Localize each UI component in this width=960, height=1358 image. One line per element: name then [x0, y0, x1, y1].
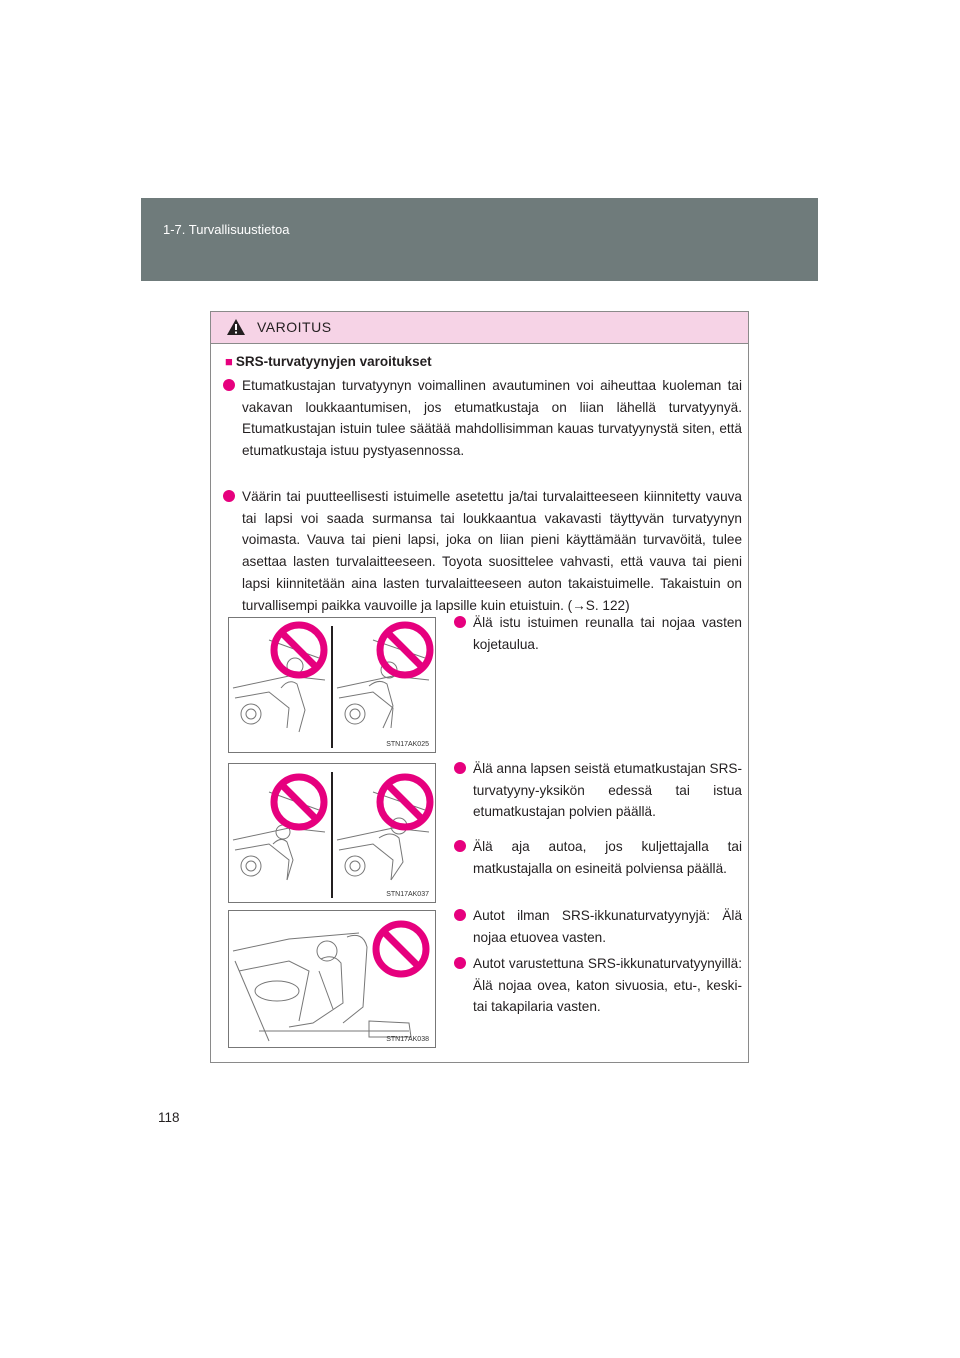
bullet-dot-icon [223, 379, 235, 391]
section-header [141, 198, 818, 281]
warning-box [210, 311, 749, 1063]
bullet-item: Väärin tai puutteellisesti istuimelle asetettu ja/tai turvalaitteeseen kiinnitetty vauva tai lapsi voi saada surmansa tai loukkaantua vakavasti täyttyvän turvatyynyn voimasta. Vauva tai pieni lapsi, joka on liian pieni käyttämään turvavöitä, tulee asettaa lasten turvalaitteeseen. Toyota suosittelee vahvasti, että vauva tai pieni lapsi kiinnitetään aina lasten turvalaitteeseen auton takaistuimelle. Takaistuin on turvallisempi paikka vauvoille ja lapsille kuin etuistuin. (→S. 122) [242, 486, 742, 616]
square-bullet-icon: ■ [225, 354, 233, 369]
bullet-dot-icon [454, 616, 466, 628]
bullet-dot-icon [223, 490, 235, 502]
bullet-item: Autot ilman SRS-ikkunaturvatyynyjä: Älä nojaa etuovea vasten. [473, 905, 742, 948]
bullet-item: Älä aja autoa, jos kuljettajalla tai matkustajalla on esineitä polviensa päällä. [473, 836, 742, 879]
bullet-dot-icon [454, 762, 466, 774]
bullet-item: Älä istu istuimen reunalla tai nojaa vasten kojetaulua. [473, 612, 742, 655]
warning-triangle-icon [226, 318, 246, 336]
bullet-dot-icon [454, 840, 466, 852]
page-number: 118 [158, 1110, 180, 1125]
figure-code: STN17AK038 [386, 1036, 429, 1043]
warning-section-title: ■ SRS-turvatyynyjen varoitukset [225, 354, 432, 369]
bullet-dot-icon [454, 957, 466, 969]
illustration-child-near-airbag [228, 763, 436, 903]
figure-code: STN17AK025 [386, 741, 429, 748]
warning-header [211, 312, 748, 344]
bullet-dot-icon [454, 909, 466, 921]
bullet-item: Älä anna lapsen seistä etumatkustajan SRS-turvatyyny-yksikön edessä tai istua etumatkustajan polvien päällä. [473, 758, 742, 823]
illustration-leaning-on-door [228, 910, 436, 1048]
section-title: 1-7. Turvallisuustietoa [163, 222, 290, 237]
bullet-item: Autot varustettuna SRS-ikkunaturvatyynyillä: Älä nojaa ovea, katon sivuosia, etu-, keski- tai takapilaria vasten. [473, 953, 742, 1018]
bullet-item: Etumatkustajan turvatyynyn voimallinen avautuminen voi aiheuttaa kuoleman tai vakavan loukkaantumisen, jos etumatkustaja on liian lähellä turvatyynyä. Etumatkustajan istuin tulee säätää mahdollisimman kauas turvatyynystä siten, että etumatkustaja istuu pystyasennossa. [242, 375, 742, 462]
warning-label: VAROITUS [257, 319, 332, 335]
figure-code: STN17AK037 [386, 891, 429, 898]
illustration-sitting-near-dashboard [228, 617, 436, 753]
